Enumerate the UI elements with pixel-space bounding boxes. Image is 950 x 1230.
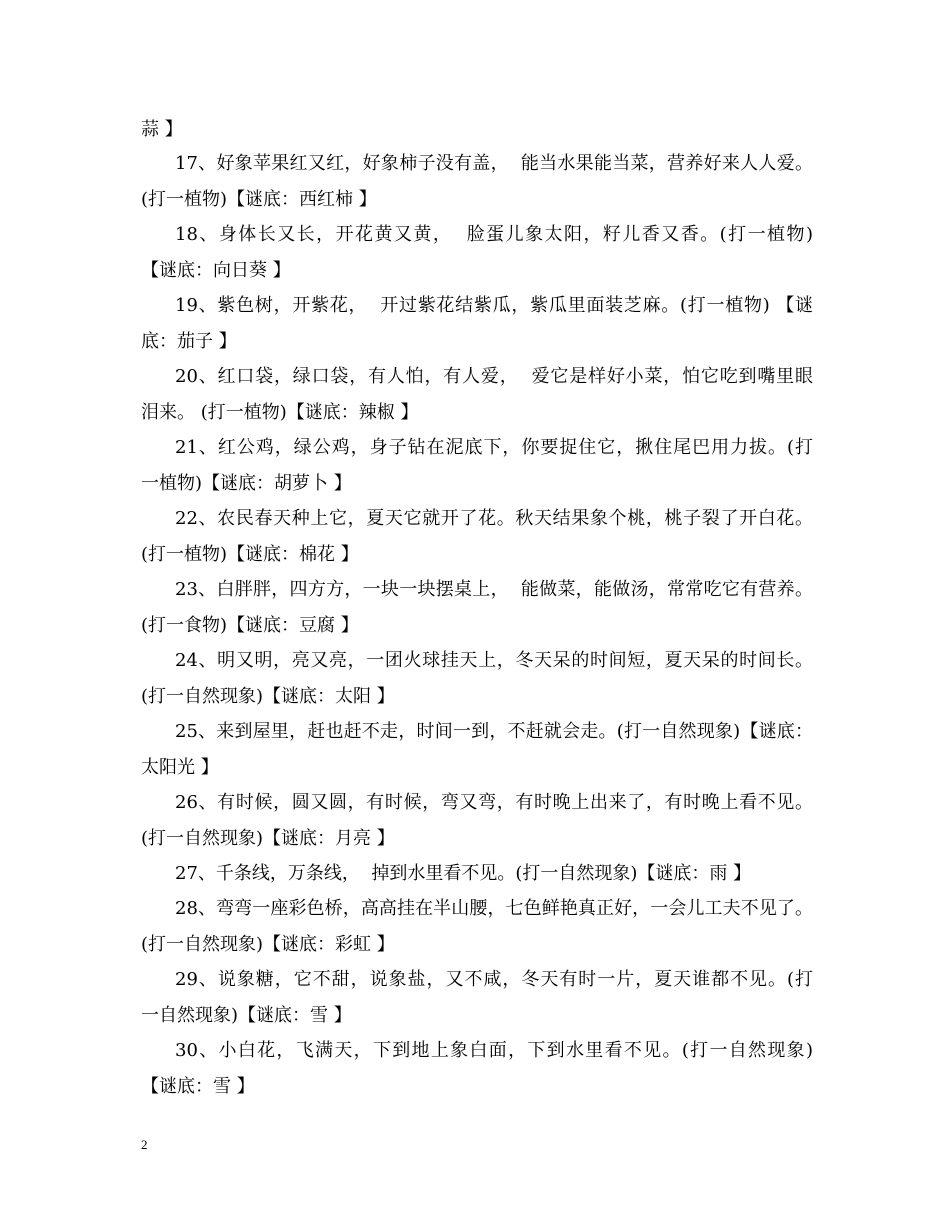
riddle-17-line-1: 17、好象苹果红又红，好象柿子没有盖， 能当水果能当菜，营养好来人人爱。 bbox=[175, 153, 813, 174]
riddle-30-line-1: 30、小白花，飞满天，下到地上象白面，下到水里看不见。(打一自然现象) bbox=[175, 1040, 813, 1061]
page-number: 2 bbox=[141, 1137, 148, 1152]
riddle-29-line-1: 29、说象糖，它不甜，说象盐，又不咸，冬天有时一片，夏天谁都不见。(打 bbox=[175, 969, 813, 990]
riddle-text-line: 蒜 】 bbox=[141, 119, 183, 140]
riddle-19-line-2: 底：茄子 】 bbox=[141, 331, 237, 352]
riddle-25-line-2: 太阳光 】 bbox=[141, 757, 219, 778]
riddle-20-line-1: 20、红口袋，绿口袋，有人怕，有人爱， 爱它是样好小菜，怕它吃到嘴里眼 bbox=[175, 366, 813, 387]
riddle-29-line-2: 一自然现象)【谜底：雪 】 bbox=[141, 1005, 352, 1026]
riddle-20-line-2: 泪来。 (打一植物)【谜底：辣椒 】 bbox=[141, 402, 419, 423]
riddle-21-line-1: 21、红公鸡，绿公鸡，身子钻在泥底下，你要捉住它，揪住尾巴用力拔。(打 bbox=[175, 437, 813, 458]
riddle-18-line-1: 18、身体长又长，开花黄又黄， 脸蛋儿象太阳，籽儿香又香。(打一植物) bbox=[175, 224, 813, 245]
riddle-26-line-1: 26、有时候，圆又圆，有时候，弯又弯，有时晚上出来了，有时晚上看不见。 bbox=[175, 792, 813, 813]
riddle-22-line-2: (打一植物)【谜底：棉花 】 bbox=[141, 544, 359, 565]
riddle-30-line-2: 【谜底：雪 】 bbox=[141, 1076, 255, 1097]
riddle-28-line-2: (打一自然现象)【谜底：彩虹 】 bbox=[141, 934, 395, 955]
riddle-23-line-1: 23、白胖胖，四方方，一块一块摆桌上， 能做菜，能做汤，常常吃它有营养。 bbox=[175, 579, 813, 600]
riddle-24-line-2: (打一自然现象)【谜底：太阳 】 bbox=[141, 686, 395, 707]
riddle-26-line-2: (打一自然现象)【谜底：月亮 】 bbox=[141, 828, 395, 849]
riddle-24-line-1: 24、明又明，亮又亮，一团火球挂天上，冬天呆的时间短，夏天呆的时间长。 bbox=[175, 650, 813, 671]
riddle-18-line-2: 【谜底：向日葵 】 bbox=[141, 260, 291, 281]
riddle-17-line-2: (打一植物)【谜底：西红柿 】 bbox=[141, 189, 377, 210]
riddle-27-line-1: 27、千条线，万条线， 掉到水里看不见。(打一自然现象)【谜底：雨 】 bbox=[175, 863, 752, 884]
riddle-19-line-1: 19、紫色树，开紫花， 开过紫花结紫瓜，紫瓜里面装芝麻。(打一植物) 【谜 bbox=[175, 295, 813, 316]
riddle-28-line-1: 28、弯弯一座彩色桥，高高挂在半山腰，七色鲜艳真正好，一会儿工夫不见了。 bbox=[175, 898, 813, 919]
riddle-25-line-1: 25、来到屋里，赶也赶不走，时间一到，不赶就会走。(打一自然现象)【谜底： bbox=[175, 721, 813, 742]
riddle-22-line-1: 22、农民春天种上它，夏天它就开了花。秋天结果象个桃，桃子裂了开白花。 bbox=[175, 508, 813, 529]
riddle-23-line-2: (打一食物)【谜底：豆腐 】 bbox=[141, 615, 359, 636]
riddle-21-line-2: 一植物)【谜底：胡萝卜 】 bbox=[141, 473, 352, 494]
